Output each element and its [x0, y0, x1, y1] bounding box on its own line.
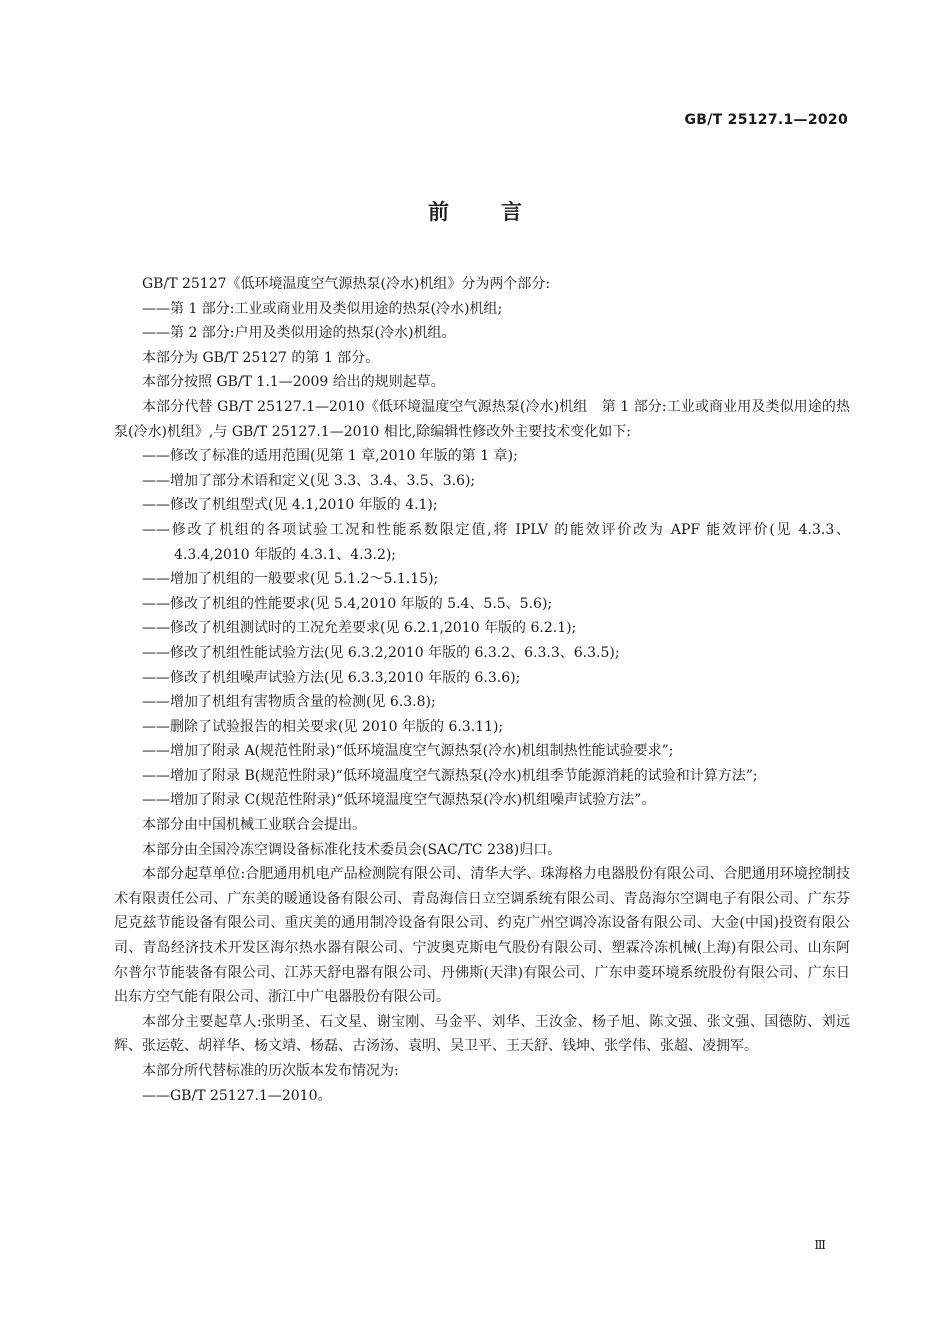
list-item: ——第 2 部分:户用及类似用途的热泵(冷水)机组。: [142, 325, 456, 342]
paragraph: 本部分由中国机械工业联合会提出。: [142, 817, 366, 834]
list-item: ——删除了试验报告的相关要求(见 2010 年版的 6.3.11);: [142, 718, 504, 735]
list-item: ——增加了部分术语和定义(见 3.3、3.4、3.5、3.6);: [142, 472, 476, 489]
standard-code: GB/T 25127.1—2020: [684, 112, 848, 128]
paragraph: 本部分按照 GB/T 1.1—2009 给出的规则起草。: [142, 374, 445, 391]
paragraph: 本部分由全国冷冻空调设备标准化技术委员会(SAC/TC 238)归口。: [142, 841, 562, 858]
page-number: Ⅲ: [814, 1238, 826, 1252]
paragraph: 本部分代替 GB/T 25127.1—2010《低环境温度空气源热泵(冷水)机组 第 1 部分:工业或商业用及类似用途的热泵(冷水)机组》,与 GB/T 25127.1—2010 相比,除编辑性修改外主要技术变化如下:: [114, 398, 850, 440]
drafting-units-paragraph: 本部分起草单位:合肥通用机电产品检测院有限公司、清华大学、珠海格力电器股份有限公司、合肥通用环境控制技术有限责任公司、广东美的暖通设备有限公司、青岛海信日立空调系统有限公司、青岛海尔空调电子有限公司、广东芬尼克兹节能设备有限公司、重庆美的通用制冷设备有限公司、约克广州空调冷冻设备有限公司、大金(中国)投资有限公司、青岛经济技术开发区海尔热水器有限公司、宁波奥克斯电气股份有限公司、塑霖冷冻机械(上海)有限公司、山东阿尔普尔节能装备有限公司、江苏天舒电器有限公司、丹佛斯(天津)有限公司、广东申菱环境系统股份有限公司、广东日出东方空气能有限公司、浙江中广电器股份有限公司。: [114, 866, 850, 1006]
list-item: ——修改了标准的适用范围(见第 1 章,2010 年版的第 1 章);: [142, 448, 518, 465]
list-item: ——第 1 部分:工业或商业用及类似用途的热泵(冷水)机组;: [142, 300, 503, 317]
list-item: ——增加了附录 A(规范性附录)“低环境温度空气源热泵(冷水)机组制热性能试验要求”;: [142, 743, 674, 760]
drafters-paragraph: 本部分主要起草人:张明圣、石文星、谢宝刚、马金平、刘华、王汝金、杨子旭、陈文强、张文强、国德防、刘远辉、张运乾、胡祥华、杨文靖、杨磊、古汤汤、袁明、吴卫平、王天舒、钱坤、张学伟、张超、凌拥军。: [114, 1013, 850, 1055]
list-item: ——GB/T 25127.1—2010。: [142, 1087, 332, 1104]
list-item: ——修改了机组型式(见 4.1,2010 年版的 4.1);: [142, 497, 438, 514]
paragraph: 本部分所代替标准的历次版本发布情况为:: [142, 1063, 399, 1079]
list-item: ——增加了附录 C(规范性附录)“低环境温度空气源热泵(冷水)机组噪声试验方法”。: [142, 792, 656, 809]
list-item: ——修改了机组性能试验方法(见 6.3.2,2010 年版的 6.3.2、6.3.3、6.3.5);: [142, 644, 620, 661]
paragraph: 本部分为 GB/T 25127 的第 1 部分。: [142, 349, 380, 366]
page-title: 前言: [428, 200, 574, 224]
document-body: [114, 272, 850, 1108]
list-item: ——修改了机组的性能要求(见 5.4,2010 年版的 5.4、5.5、5.6);: [142, 595, 553, 612]
list-item: ——增加了机组的一般要求(见 5.1.2～5.1.15);: [142, 571, 439, 588]
paragraph: GB/T 25127《低环境温度空气源热泵(冷水)机组》分为两个部分:: [142, 276, 551, 292]
list-item: ——增加了机组有害物质含量的检测(见 6.3.8);: [142, 694, 436, 711]
list-item: ——修改了机组噪声试验方法(见 6.3.3,2010 年版的 6.3.6);: [142, 669, 521, 686]
list-item: ——修改了机组测试时的工况允差要求(见 6.2.1,2010 年版的 6.2.1);: [142, 620, 577, 637]
list-item: ——修改了机组的各项试验工况和性能系数限定值,将 IPLV 的能效评价改为 APF 能效评价(见 4.3.3、4.3.4,2010 年版的 4.3.1、4.3.2);: [142, 521, 850, 563]
list-item: ——增加了附录 B(规范性附录)“低环境温度空气源热泵(冷水)机组季节能源消耗的试验和计算方法”;: [142, 767, 758, 784]
